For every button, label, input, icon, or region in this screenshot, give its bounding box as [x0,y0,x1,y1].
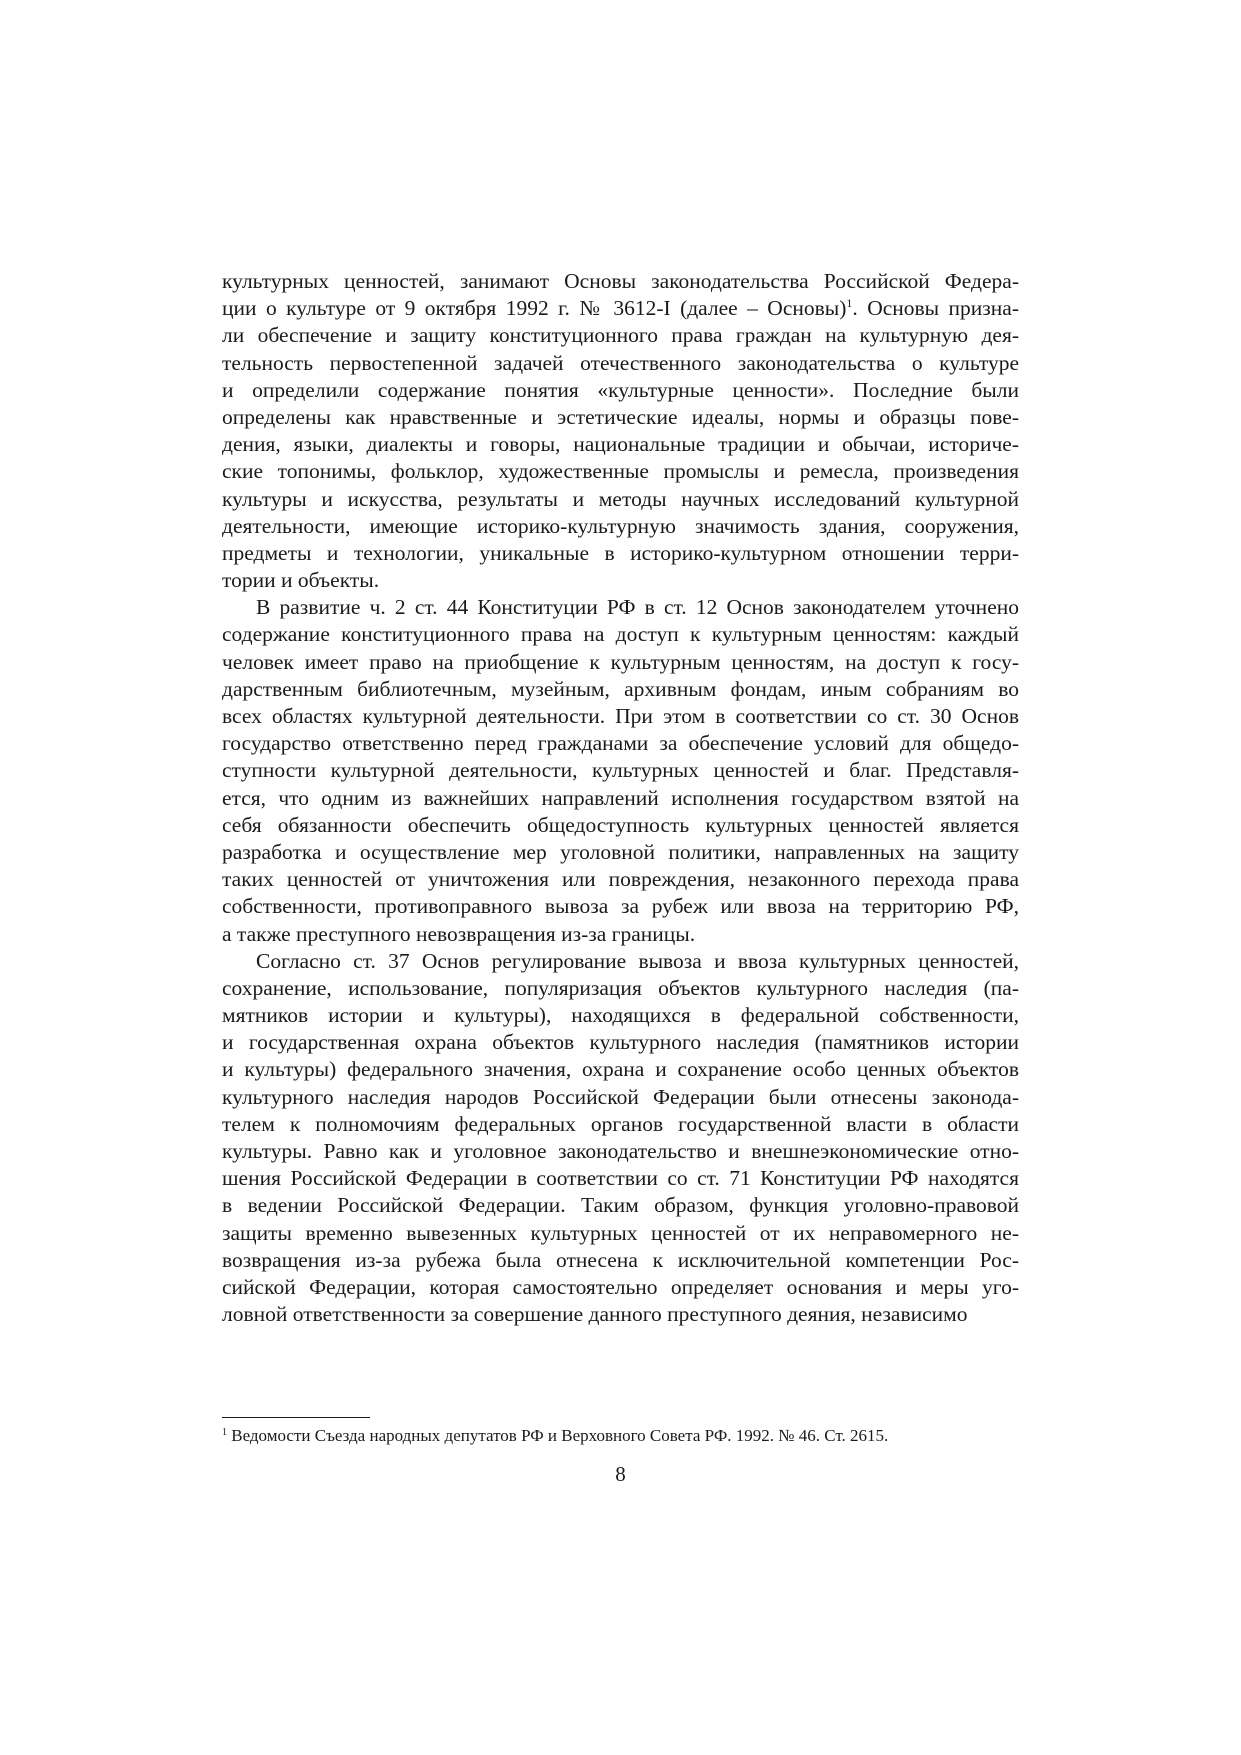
line-text: сийской Федерации, которая самостоятельно определяет основания и меры уго- [222,1274,1019,1299]
line-text: ции о культуре от 9 октября 1992 г. № 3612-I (далее – Основы) [222,296,847,321]
line-text: а также преступного невозвращения из-за границы. [222,921,696,946]
paragraph [222,268,1019,594]
paragraph [222,594,1019,947]
line-text: себя обязанности обеспечить общедоступность культурных ценностей является [222,812,1019,837]
line-text: содержание конституционного права на доступ к культурным ценностям: каждый [222,622,1019,647]
text-line [222,921,1019,948]
text-line [222,1056,1019,1083]
line-text: культуры и искусства, результаты и методы научных исследований культурной [222,486,1019,511]
text-line [222,268,1019,295]
line-text: возвращения из-за рубежа была отнесена к исключительной компетенции Рос- [222,1247,1019,1272]
line-text: шения Российской Федерации в соответствии со ст. 71 Конституции РФ находятся [222,1166,1019,1191]
footnote-separator [222,1417,370,1418]
line-text: ступности культурной деятельности, культурных ценностей и благ. Представля- [222,758,1019,783]
text-line [222,1192,1019,1219]
text-line [222,594,1019,621]
line-text: в ведении Российской Федерации. Таким образом, функция уголовно-правовой [222,1193,1019,1218]
line-text: дарственным библиотечным, музейным, архивным фондам, иным собраниям во [222,676,1019,701]
text-line [222,1220,1019,1247]
text-line [222,322,1019,349]
line-text: культурных ценностей, занимают Основы законодательства Российской Федера- [222,269,1019,293]
body-text [222,268,1019,1328]
text-line [222,893,1019,920]
text-line [222,1138,1019,1165]
text-line [222,649,1019,676]
line-text: сохранение, использование, популяризация объектов культурного наследия (па- [222,975,1019,1000]
text-line [222,730,1019,757]
line-text: тельность первостепенной задачей отечественного законодательства о культуре [222,350,1019,375]
text-line [222,1247,1019,1274]
footnote-text: Ведомости Съезда народных депутатов РФ и Верховного Совета РФ. 1992. № 46. Ст. 2615. [231,1426,889,1445]
line-text: ские топонимы, фольклор, художественные промыслы и ремесла, произведения [222,459,1019,484]
text-line [222,703,1019,730]
footnote-marker: 1 [222,1427,227,1438]
text-line [222,404,1019,431]
line-text-continued: . Основы призна- [852,296,1019,321]
text-line [222,513,1019,540]
text-line [222,567,1019,594]
line-text: и государственная охрана объектов культурного наследия (памятников истории [222,1030,1019,1055]
text-line [222,1165,1019,1192]
text-line [222,1111,1019,1138]
line-text: тории и объекты. [222,568,380,593]
text-line [222,812,1019,839]
line-text: ется, что одним из важнейших направлений исполнения государством взятой на [222,785,1019,810]
text-line [222,757,1019,784]
text-line [222,866,1019,893]
line-text: разработка и осуществление мер уголовной политики, направленных на защиту [222,839,1019,864]
text-line [222,350,1019,377]
text-line [222,486,1019,513]
line-text: определены как нравственные и эстетические идеалы, нормы и образцы пове- [222,404,1019,429]
line-text: таких ценностей от уничтожения или повреждения, незаконного перехода права [222,867,1019,892]
text-line [222,1084,1019,1111]
page-number: 8 [615,1462,626,1486]
text-line [222,540,1019,567]
paragraph [222,948,1019,1329]
line-text: В развитие ч. 2 ст. 44 Конституции РФ в ст. 12 Основ законодателем уточнено [256,595,1019,620]
line-text: человек имеет право на приобщение к культурным ценностям, на доступ к госу- [222,649,1019,674]
line-text: Согласно ст. 37 Основ регулирование вывоза и ввоза культурных ценностей, [256,948,1019,973]
line-text: предметы и технологии, уникальные в историко-культурном отношении терри- [222,540,1019,565]
text-line [222,1301,1019,1328]
text-line [222,621,1019,648]
text-line [222,839,1019,866]
footnote-reference: 1 [846,296,853,311]
text-line [222,785,1019,812]
line-text: государство ответственно перед гражданами за обеспечение условий для общедо- [222,731,1019,756]
text-line [222,431,1019,458]
text-line [222,295,1019,322]
line-text: дения, языки, диалекты и говоры, национальные традиции и обычаи, историче- [222,432,1019,457]
text-line [222,948,1019,975]
footnote [222,1425,1019,1447]
line-text: культуры. Равно как и уголовное законодательство и внешнеэкономические отно- [222,1139,1019,1163]
line-text: защиты временно вывезенных культурных ценностей от их неправомерного не- [222,1220,1019,1245]
text-line [222,676,1019,703]
line-text: всех областях культурной деятельности. При этом в соответствии со ст. 30 Основ [222,704,1019,728]
line-text: телем к полномочиям федеральных органов государственной власти в области [222,1111,1019,1136]
line-text: культурного наследия народов Российской Федерации были отнесены законода- [222,1084,1019,1109]
line-text: ловной ответственности за совершение данного преступного деяния, независимо [222,1302,968,1327]
text-line [222,1002,1019,1029]
line-text: и культуры) федерального значения, охрана и сохранение особо ценных объектов [222,1057,1019,1082]
text-line [222,458,1019,485]
text-line [222,1274,1019,1301]
text-line [222,377,1019,404]
line-text: собственности, противоправного вывоза за рубеж или ввоза на территорию РФ, [222,894,1019,919]
text-line [222,975,1019,1002]
line-text: ли обеспечение и защиту конституционного права граждан на культурную дея- [222,323,1019,348]
line-text: деятельности, имеющие историко-культурную значимость здания, сооружения, [222,513,1019,538]
line-text: и определили содержание понятия «культурные ценности». Последние были [222,377,1019,402]
line-text: мятников истории и культуры), находящихся в федеральной собственности, [222,1003,1019,1028]
text-line [222,1029,1019,1056]
